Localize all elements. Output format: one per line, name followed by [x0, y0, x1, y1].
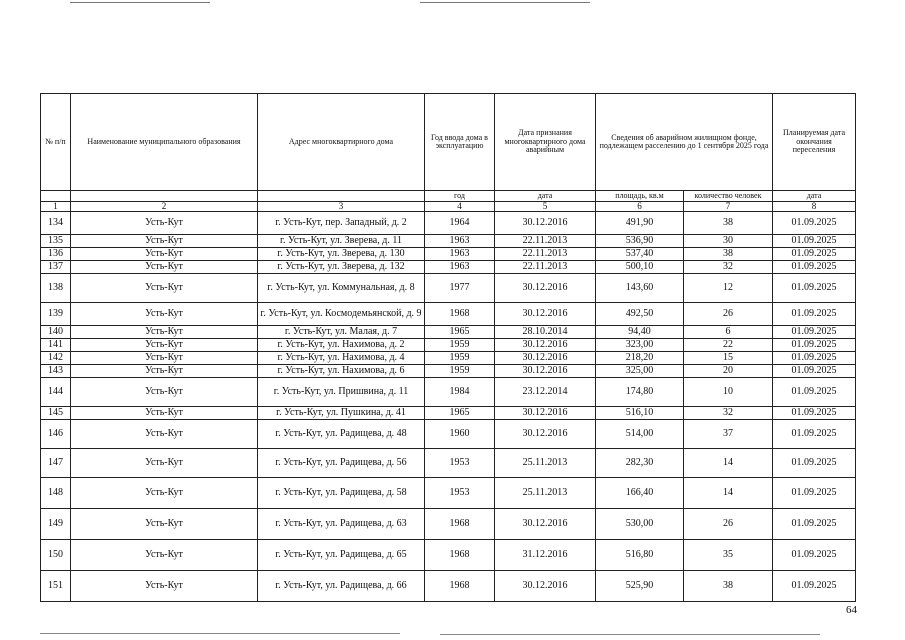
people-cell: 22 — [684, 339, 773, 352]
recognition-date-cell: 30.12.2016 — [495, 420, 596, 449]
year-cell: 1959 — [425, 339, 495, 352]
year-cell: 1959 — [425, 365, 495, 378]
row-number: 146 — [41, 420, 71, 449]
subheader-planned-date: дата — [773, 191, 856, 202]
address-cell: г. Усть-Кут, ул. Радищева, д. 63 — [258, 509, 425, 540]
area-cell: 492,50 — [596, 303, 684, 326]
planned-date-cell: 01.09.2025 — [773, 420, 856, 449]
table-row — [41, 478, 856, 509]
people-cell: 30 — [684, 235, 773, 248]
recognition-date-cell: 23.12.2014 — [495, 378, 596, 407]
area-cell: 323,00 — [596, 339, 684, 352]
municipality-cell: Усть-Кут — [71, 407, 258, 420]
address-cell: г. Усть-Кут, ул. Малая, д. 7 — [258, 326, 425, 339]
header-municipality: Наименование муниципального образования — [71, 94, 258, 191]
year-cell: 1984 — [425, 378, 495, 407]
people-cell: 26 — [684, 303, 773, 326]
address-cell: г. Усть-Кут, ул. Радищева, д. 66 — [258, 571, 425, 602]
planned-date-cell: 01.09.2025 — [773, 378, 856, 407]
year-cell: 1965 — [425, 407, 495, 420]
municipality-cell: Усть-Кут — [71, 478, 258, 509]
year-cell: 1960 — [425, 420, 495, 449]
people-cell: 10 — [684, 378, 773, 407]
row-number: 141 — [41, 339, 71, 352]
municipality-cell: Усть-Кут — [71, 449, 258, 478]
planned-date-cell: 01.09.2025 — [773, 540, 856, 571]
planned-date-cell: 01.09.2025 — [773, 212, 856, 235]
table-row — [41, 420, 856, 449]
people-cell: 14 — [684, 449, 773, 478]
table-row — [41, 407, 856, 420]
table-row — [41, 571, 856, 602]
recognition-date-cell: 30.12.2016 — [495, 571, 596, 602]
row-number: 137 — [41, 261, 71, 274]
address-cell: г. Усть-Кут, ул. Нахимова, д. 2 — [258, 339, 425, 352]
row-number: 134 — [41, 212, 71, 235]
area-cell: 516,10 — [596, 407, 684, 420]
address-cell: г. Усть-Кут, ул. Нахимова, д. 4 — [258, 352, 425, 365]
year-cell: 1965 — [425, 326, 495, 339]
municipality-cell: Усть-Кут — [71, 509, 258, 540]
people-cell: 32 — [684, 407, 773, 420]
area-cell: 94,40 — [596, 326, 684, 339]
table-row — [41, 378, 856, 407]
area-cell: 491,90 — [596, 212, 684, 235]
row-number: 148 — [41, 478, 71, 509]
municipality-cell: Усть-Кут — [71, 303, 258, 326]
planned-date-cell: 01.09.2025 — [773, 339, 856, 352]
table-body — [41, 212, 856, 602]
column-number: 4 — [425, 202, 495, 212]
recognition-date-cell: 30.12.2016 — [495, 509, 596, 540]
area-cell: 500,10 — [596, 261, 684, 274]
people-cell: 14 — [684, 478, 773, 509]
area-cell: 218,20 — [596, 352, 684, 365]
recognition-date-cell: 30.12.2016 — [495, 339, 596, 352]
header-recognition-date: Дата признания многоквартирного дома аварийным — [495, 94, 596, 191]
municipality-cell: Усть-Кут — [71, 274, 258, 303]
table-row — [41, 248, 856, 261]
housing-table — [40, 93, 856, 602]
recognition-date-cell: 30.12.2016 — [495, 274, 596, 303]
planned-date-cell: 01.09.2025 — [773, 248, 856, 261]
subheader-date: дата — [495, 191, 596, 202]
address-cell: г. Усть-Кут, ул. Радищева, д. 65 — [258, 540, 425, 571]
municipality-cell: Усть-Кут — [71, 261, 258, 274]
planned-date-cell: 01.09.2025 — [773, 352, 856, 365]
subheader-year: год — [425, 191, 495, 202]
recognition-date-cell: 30.12.2016 — [495, 212, 596, 235]
people-cell: 32 — [684, 261, 773, 274]
table-row — [41, 326, 856, 339]
scan-edge-line — [40, 633, 400, 634]
planned-date-cell: 01.09.2025 — [773, 326, 856, 339]
subheader-cell — [41, 191, 71, 202]
column-number: 2 — [71, 202, 258, 212]
recognition-date-cell: 28.10.2014 — [495, 326, 596, 339]
municipality-cell: Усть-Кут — [71, 339, 258, 352]
municipality-cell: Усть-Кут — [71, 352, 258, 365]
area-cell: 282,30 — [596, 449, 684, 478]
planned-date-cell: 01.09.2025 — [773, 303, 856, 326]
table-row — [41, 212, 856, 235]
recognition-date-cell: 25.11.2013 — [495, 478, 596, 509]
planned-date-cell: 01.09.2025 — [773, 571, 856, 602]
column-number: 3 — [258, 202, 425, 212]
area-cell: 325,00 — [596, 365, 684, 378]
planned-date-cell: 01.09.2025 — [773, 274, 856, 303]
header-planned-date: Планируемая дата окончания переселения — [773, 94, 856, 191]
year-cell: 1968 — [425, 509, 495, 540]
year-cell: 1968 — [425, 303, 495, 326]
people-cell: 35 — [684, 540, 773, 571]
year-cell: 1963 — [425, 235, 495, 248]
address-cell: г. Усть-Кут, ул. Коммунальная, д. 8 — [258, 274, 425, 303]
table-row — [41, 540, 856, 571]
table-row — [41, 509, 856, 540]
column-number: 6 — [596, 202, 684, 212]
area-cell: 525,90 — [596, 571, 684, 602]
recognition-date-cell: 22.11.2013 — [495, 261, 596, 274]
scan-edge-line — [420, 2, 590, 3]
people-cell: 15 — [684, 352, 773, 365]
row-number: 144 — [41, 378, 71, 407]
row-number: 143 — [41, 365, 71, 378]
column-number: 5 — [495, 202, 596, 212]
column-number: 1 — [41, 202, 71, 212]
planned-date-cell: 01.09.2025 — [773, 261, 856, 274]
subheader-cell — [71, 191, 258, 202]
year-cell: 1968 — [425, 571, 495, 602]
municipality-cell: Усть-Кут — [71, 326, 258, 339]
row-number: 147 — [41, 449, 71, 478]
municipality-cell: Усть-Кут — [71, 420, 258, 449]
municipality-cell: Усть-Кут — [71, 571, 258, 602]
address-cell: г. Усть-Кут, ул. Радищева, д. 58 — [258, 478, 425, 509]
row-number: 136 — [41, 248, 71, 261]
municipality-cell: Усть-Кут — [71, 365, 258, 378]
table-row — [41, 274, 856, 303]
row-number: 135 — [41, 235, 71, 248]
row-number: 140 — [41, 326, 71, 339]
row-number: 139 — [41, 303, 71, 326]
scan-edge-line — [440, 634, 820, 635]
table-row — [41, 303, 856, 326]
municipality-cell: Усть-Кут — [71, 248, 258, 261]
header-fund-info: Сведения об аварийном жилищном фонде, подлежащем расселению до 1 сентября 2025 года — [596, 94, 773, 191]
people-cell: 6 — [684, 326, 773, 339]
page-number: 64 — [846, 604, 857, 616]
recognition-date-cell: 31.12.2016 — [495, 540, 596, 571]
people-cell: 38 — [684, 571, 773, 602]
area-cell: 516,80 — [596, 540, 684, 571]
recognition-date-cell: 22.11.2013 — [495, 235, 596, 248]
year-cell: 1968 — [425, 540, 495, 571]
address-cell: г. Усть-Кут, ул. Пушкина, д. 41 — [258, 407, 425, 420]
area-cell: 174,80 — [596, 378, 684, 407]
planned-date-cell: 01.09.2025 — [773, 478, 856, 509]
municipality-cell: Усть-Кут — [71, 212, 258, 235]
row-number: 149 — [41, 509, 71, 540]
recognition-date-cell: 30.12.2016 — [495, 365, 596, 378]
address-cell: г. Усть-Кут, ул. Нахимова, д. 6 — [258, 365, 425, 378]
table-row — [41, 365, 856, 378]
recognition-date-cell: 22.11.2013 — [495, 248, 596, 261]
address-cell: г. Усть-Кут, ул. Пришвина, д. 11 — [258, 378, 425, 407]
row-number: 151 — [41, 571, 71, 602]
area-cell: 537,40 — [596, 248, 684, 261]
address-cell: г. Усть-Кут, ул. Зверева, д. 130 — [258, 248, 425, 261]
row-number: 145 — [41, 407, 71, 420]
year-cell: 1959 — [425, 352, 495, 365]
subheader-people: количество человек — [684, 191, 773, 202]
address-cell: г. Усть-Кут, ул. Радищева, д. 56 — [258, 449, 425, 478]
recognition-date-cell: 30.12.2016 — [495, 407, 596, 420]
area-cell: 166,40 — [596, 478, 684, 509]
year-cell: 1953 — [425, 478, 495, 509]
header-year: Год ввода дома в эксплуатацию — [425, 94, 495, 191]
area-cell: 536,90 — [596, 235, 684, 248]
people-cell: 26 — [684, 509, 773, 540]
header-num: № п/п — [41, 94, 71, 191]
year-cell: 1977 — [425, 274, 495, 303]
table-row — [41, 261, 856, 274]
area-cell: 143,60 — [596, 274, 684, 303]
year-cell: 1963 — [425, 248, 495, 261]
address-cell: г. Усть-Кут, пер. Западный, д. 2 — [258, 212, 425, 235]
row-number: 138 — [41, 274, 71, 303]
planned-date-cell: 01.09.2025 — [773, 235, 856, 248]
subheader-cell — [258, 191, 425, 202]
column-number: 8 — [773, 202, 856, 212]
people-cell: 20 — [684, 365, 773, 378]
header-address: Адрес многоквартирного дома — [258, 94, 425, 191]
subheader-area: площадь, кв.м — [596, 191, 684, 202]
row-number: 142 — [41, 352, 71, 365]
row-number: 150 — [41, 540, 71, 571]
people-cell: 12 — [684, 274, 773, 303]
recognition-date-cell: 30.12.2016 — [495, 352, 596, 365]
address-cell: г. Усть-Кут, ул. Зверева, д. 132 — [258, 261, 425, 274]
people-cell: 37 — [684, 420, 773, 449]
table-row — [41, 235, 856, 248]
planned-date-cell: 01.09.2025 — [773, 449, 856, 478]
table-row — [41, 449, 856, 478]
table-row — [41, 352, 856, 365]
address-cell: г. Усть-Кут, ул. Космодемьянской, д. 9 — [258, 303, 425, 326]
planned-date-cell: 01.09.2025 — [773, 509, 856, 540]
address-cell: г. Усть-Кут, ул. Зверева, д. 11 — [258, 235, 425, 248]
people-cell: 38 — [684, 212, 773, 235]
planned-date-cell: 01.09.2025 — [773, 365, 856, 378]
recognition-date-cell: 25.11.2013 — [495, 449, 596, 478]
area-cell: 514,00 — [596, 420, 684, 449]
recognition-date-cell: 30.12.2016 — [495, 303, 596, 326]
year-cell: 1963 — [425, 261, 495, 274]
year-cell: 1964 — [425, 212, 495, 235]
municipality-cell: Усть-Кут — [71, 540, 258, 571]
municipality-cell: Усть-Кут — [71, 235, 258, 248]
year-cell: 1953 — [425, 449, 495, 478]
column-number: 7 — [684, 202, 773, 212]
address-cell: г. Усть-Кут, ул. Радищева, д. 48 — [258, 420, 425, 449]
scan-edge-line — [70, 2, 210, 3]
area-cell: 530,00 — [596, 509, 684, 540]
table-row — [41, 339, 856, 352]
people-cell: 38 — [684, 248, 773, 261]
planned-date-cell: 01.09.2025 — [773, 407, 856, 420]
municipality-cell: Усть-Кут — [71, 378, 258, 407]
